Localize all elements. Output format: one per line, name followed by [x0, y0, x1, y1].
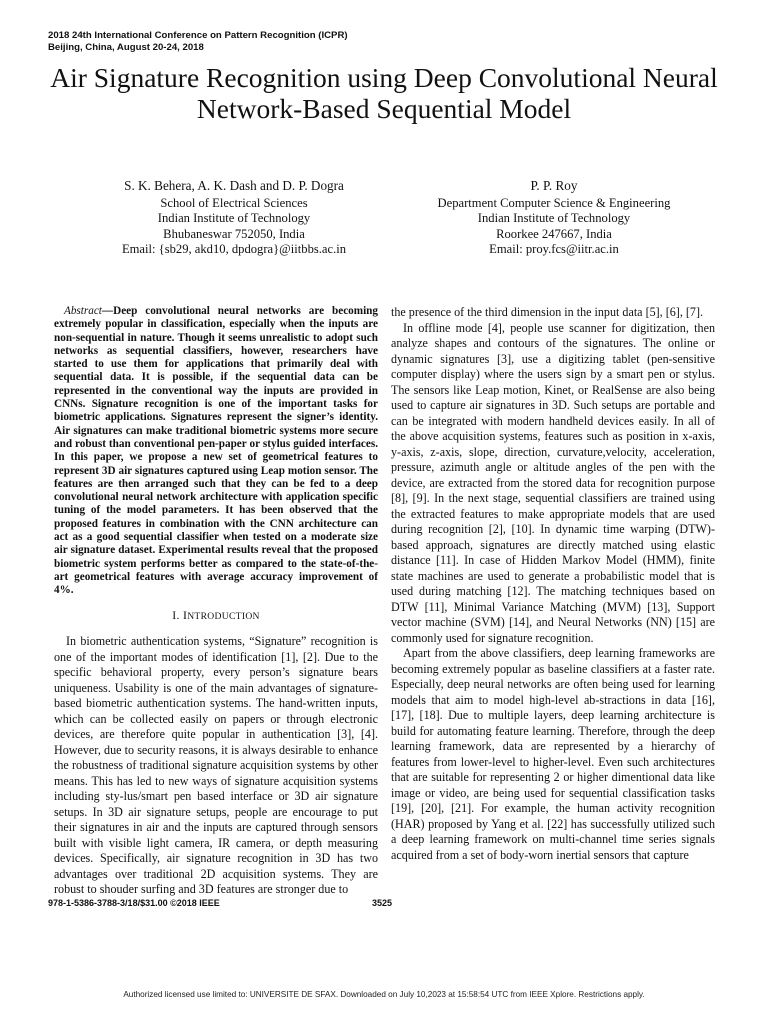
intro-paragraph: In biometric authentication systems, “Signature” recognition is one of the important modes of identification [1], [2]. Due to the specific behavioral property, every person’s signature bears uniqueness. Usability is one of the main advantages of signature-based biometric authentication systems. The hand-written inputs, which can be collected easily on papers or through electronic devices, are therefore quite popular in authentication [3], [4]. However, due to security reasons, it is always desirable to enhance the robustness of traditional signature acquisition systems by other means. This has led to new ways of signature acquisition systems including sty-lus/smart pen based interface or 3D air signature setups. In 3D air signature setups, people are encourage to put their signatures in air and the inputs are captured through sensors built with visible light camera, IR camera, or depth measuring devices. Specifically, air signature recognition in 3D has two advantages over traditional 2D acquisition systems. They are robust to shouder surfing and 3D features are stronger due to: [54, 634, 378, 897]
conference-location: Beijing, China, August 20-24, 2018: [48, 42, 204, 53]
paper-title: Air Signature Recognition using Deep Convolutional Neural Network-Based Sequential Model: [50, 62, 718, 124]
author-block-1: [64, 178, 404, 258]
section-heading-introduction: [54, 608, 378, 625]
author-institute: Indian Institute of Technology: [157, 211, 311, 226]
author-department: Department Computer Science & Engineering: [437, 195, 671, 210]
body-paragraph: Apart from the above classifiers, deep learning frameworks are becoming extremely popular as baseline classifiers at a faster rate. Especially, deep neural networks are often being used for learning models that aim to model high-level ab-stractions in data [16], [17], [18]. Due to multiple layers, deep learning architecture is build for automating feature learning. Therefore, through the deep learning framework, data are represented by a hierarchy of features from lower-level to higher-level. Even such architectures that are suitable for representing 2 or higher dimentional data like image or video, are being used for sequential classification tasks [19], [20], [21]. For example, the human activity recognition (HAR) proposed by Yang et al. [22] has successfully utilized such a deep learning framework on multi-channel time series signals acquired from a set of body-worn inertial sensors that capture: [391, 646, 715, 862]
body-paragraph-continued: the presence of the third dimension in the input data [5], [6], [7].: [391, 305, 703, 319]
author-email: Email: {sb29, akd10, dpdogra}@iitbbs.ac.in: [121, 242, 347, 257]
author-city: Roorkee 247667, India: [496, 226, 612, 241]
conference-header: [48, 30, 348, 54]
right-column: [391, 305, 715, 863]
section-number: I.: [172, 607, 183, 622]
body-paragraph: In offline mode [4], people use scanner for digitization, then analyze shapes and contours of the signatures. The online or dynamic signatures [3], use a digitizing tablet (pen-sensitive computer display) where the users sign by a smart pen or stylus. The sensors like Leap motion, Kinet, or RealSense are also being used to capture air signatures in 3D. Such setups are portable and can be integrated with modern handheld devices easily. In all of the above acquisition systems, features such as position in x-axis, y-axis, z-axis, slope, direction, curvature,velocity, acceleration, pressure, azimuth angle or altitude angles of the pen with the device, are extracted from the stored data for recognition purpose [8], [9]. In the next stage, sequential classifiers are trained using the extracted features to make appropriate models that are used during recognition [2], [10]. In dynamic time warping (DTW)-based approach, signatures are directly matched using elastic distance [11]. In case of Hidden Markov Model (HMM), finite state machines are used to generate a probabilistic model that is used during matching [12]. The matching techniques based on DTW [11], Minimal Variance Matching (MVM) [13], Support vector machine (SVM) [14], and Neural Networks (NN) [15] are commonly used for signature recognition.: [391, 320, 715, 645]
footer-isbn: 978-1-5386-3788-3/18/$31.00 ©2018 IEEE: [48, 898, 220, 908]
author-names: S. K. Behera, A. K. Dash and D. P. Dogra: [124, 178, 344, 193]
section-title-rest: NTRODUCTION: [187, 610, 260, 622]
author-email: Email: proy.fcs@iitr.ac.in: [489, 242, 619, 257]
license-notice: Authorized licensed use limited to: UNIVERSITE DE SFAX. Downloaded on July 10,2023 at 15:58:54 UTC from IEEE Xplore. Restrictions apply.: [123, 990, 645, 999]
page-number: 3525: [372, 898, 393, 908]
conference-name: 2018 24th International Conference on Pattern Recognition (ICPR): [48, 30, 348, 41]
section-title-initial: I: [182, 607, 188, 622]
abstract: [54, 305, 378, 598]
left-column: [54, 305, 378, 898]
author-department: School of Electrical Sciences: [160, 195, 308, 210]
author-city: Bhubaneswar 752050, India: [163, 226, 305, 241]
abstract-label: Abstract: [64, 305, 102, 317]
author-institute: Indian Institute of Technology: [477, 211, 631, 226]
author-names: P. P. Roy: [530, 178, 578, 193]
abstract-text: —Deep convolutional neural networks are becoming extremely popular in classification, especially when the inputs are non-sequential in nature. Though it seems unrealistic to adopt such networks as sequential classifiers, however, researchers have started to use them for applications that primarily deal with sequential data. It is possible, if the sequential data can be represented in the conventional way the inputs are provided in CNNs. Signature recognition is one of the important tasks for biometric applications. Signatures represent the signer’s identity. Air signatures can make traditional biometric systems more secure and robust than conventional pen-paper or stylus guided interfaces. In this paper, we propose a new set of geometrical features to represent 3D air signatures captured using Leap motion sensor. The features are then arranged such that they can be fed to a deep convolutional neural network architecture with application specific tuning of the model parameters. It has been observed that the proposed features in combination with the CNN architecture can act as a good sequential classifier when tested on a moderate size air signature dataset. Experimental results reveal that the proposed biometric system performs better as compared to the state-of-the-art geometrical features with average accuracy improvement of 4%.: [54, 305, 378, 597]
author-block-2: [384, 178, 724, 258]
